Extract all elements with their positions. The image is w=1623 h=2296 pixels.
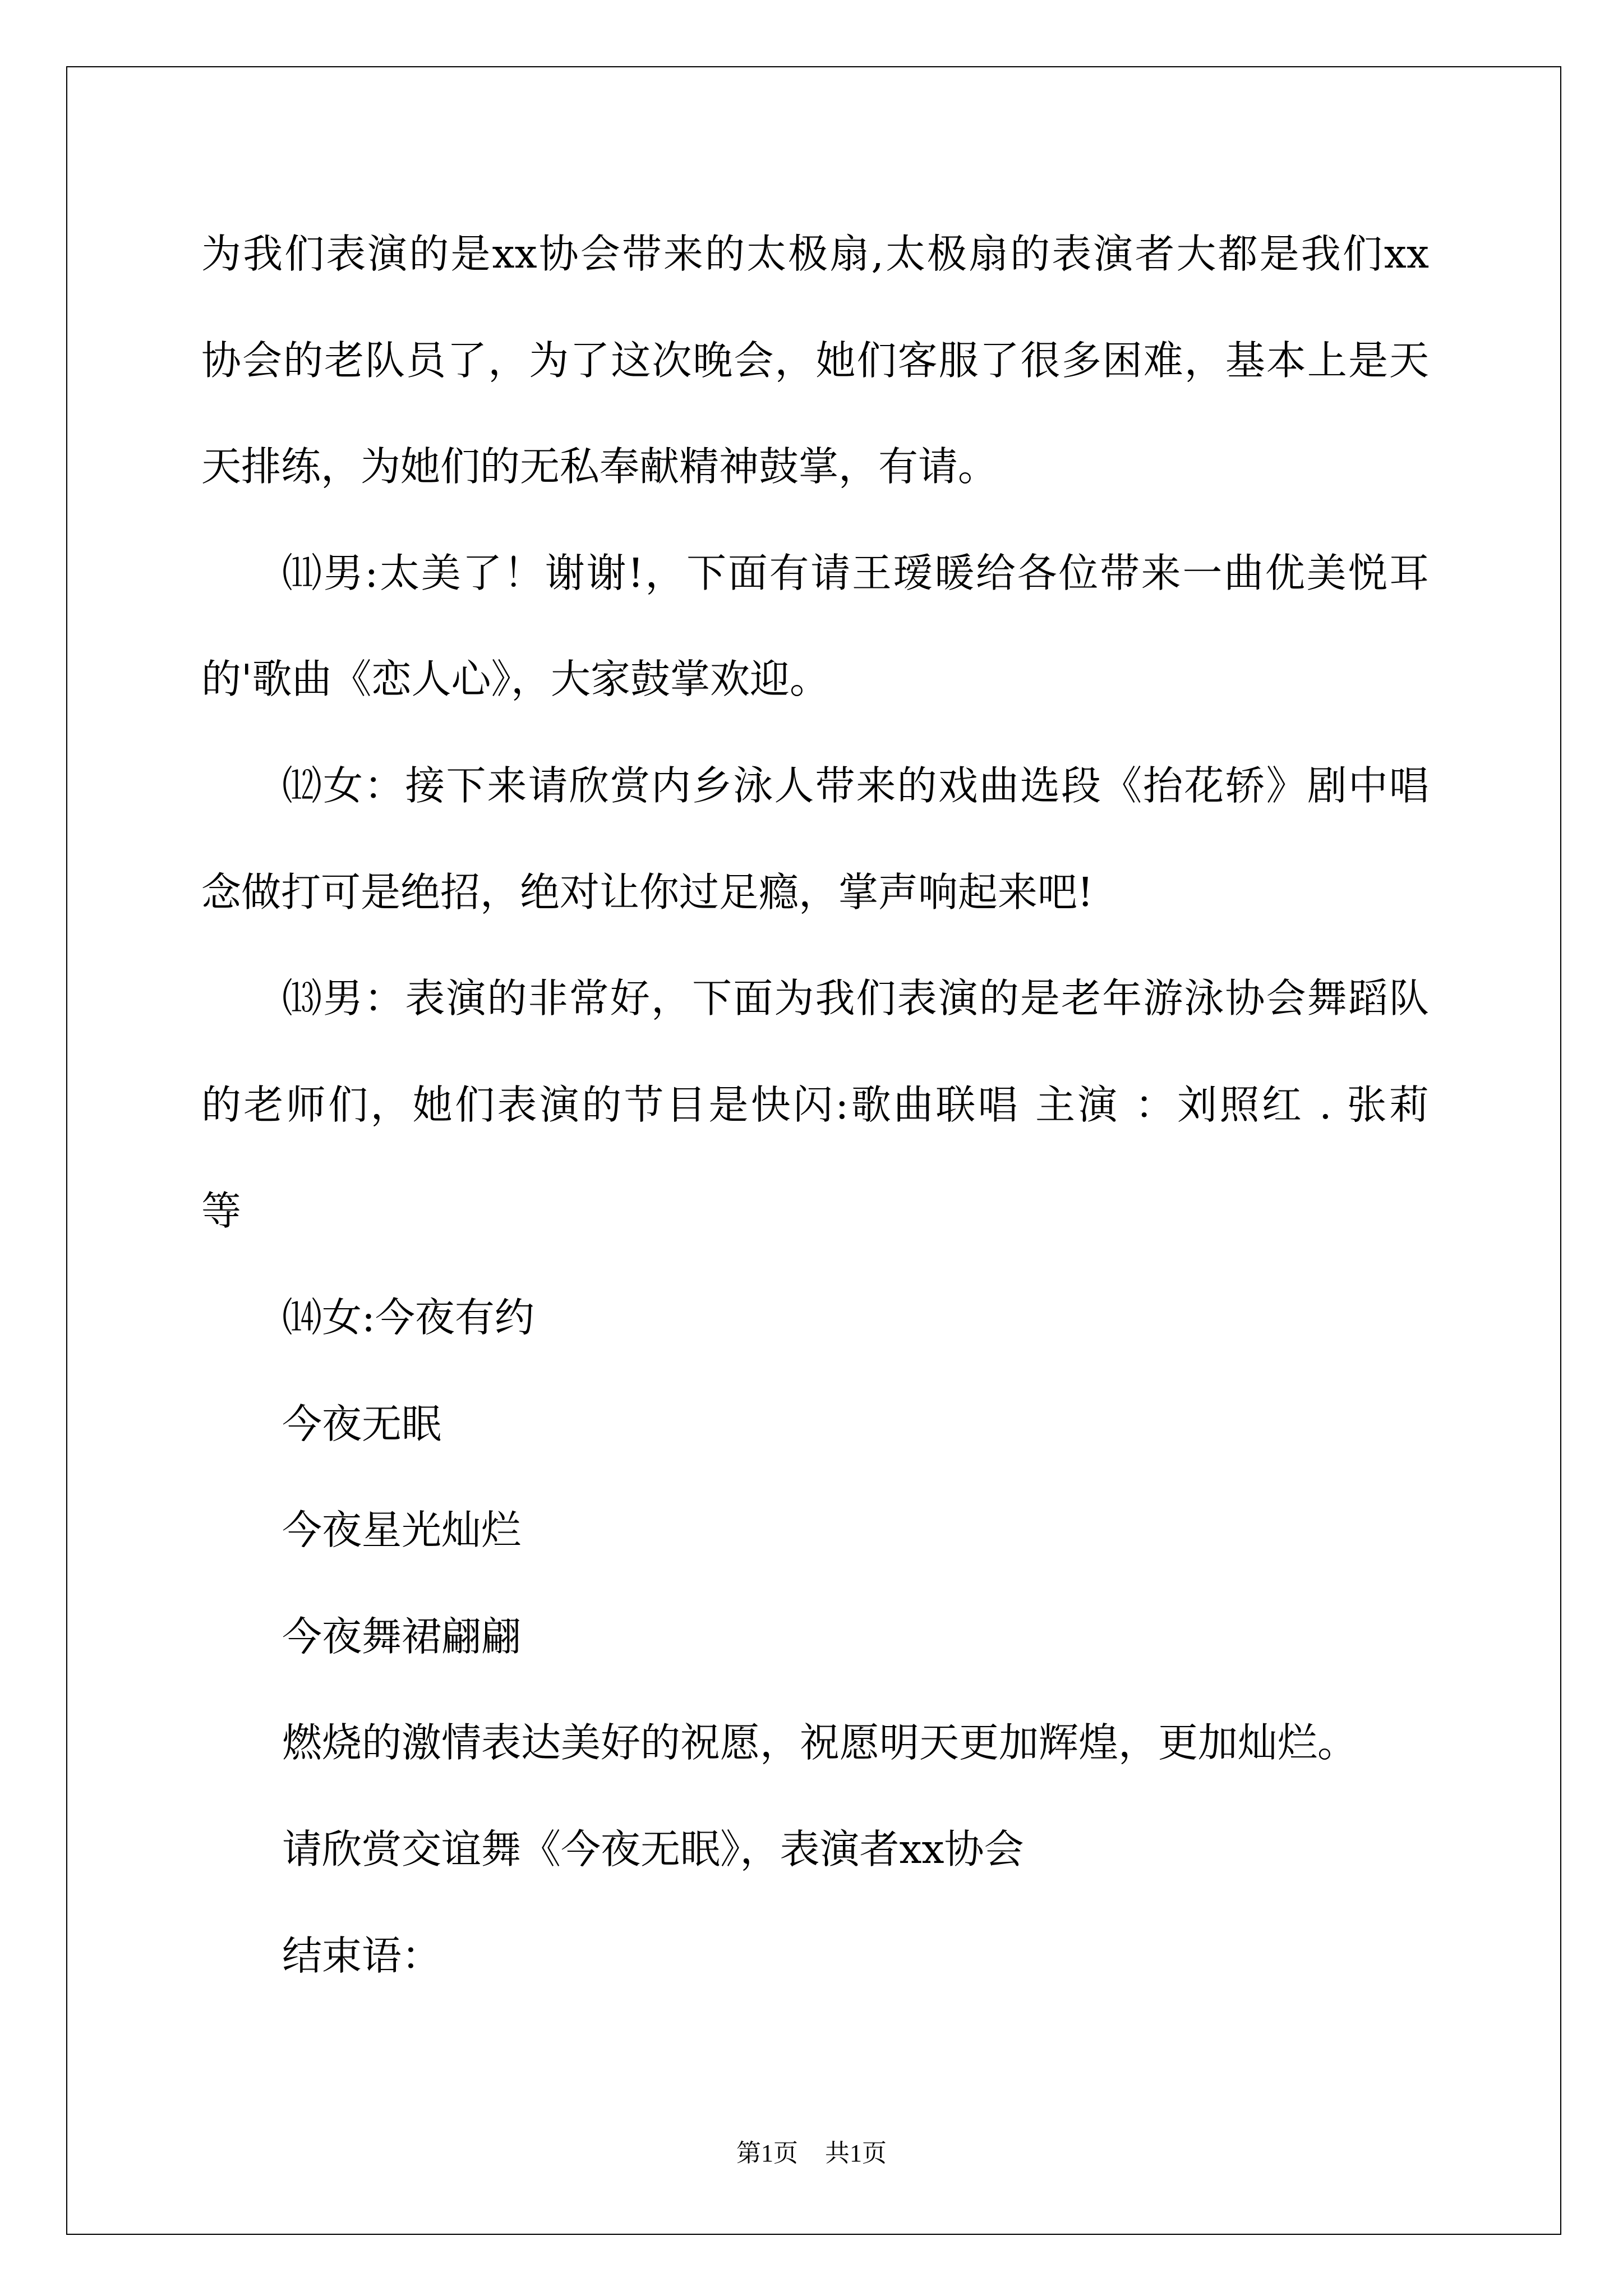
- text-line: 协会的老队员了，为了这次晚会，她们客服了很多困难，基本上是天: [201, 337, 1429, 384]
- text-line: 天排练，为她们的无私奉献精神鼓掌，有请。: [201, 443, 998, 490]
- text-line: 的老师们，她们表演的节目是快闪:歌曲联唱 主演 ：刘照红 . 张莉: [201, 1081, 1429, 1128]
- text-line: 念做打可是绝招，绝对让你过足瘾，掌声响起来吧!: [201, 868, 1094, 915]
- page-total: 共1页: [825, 2139, 887, 2167]
- page-number: 第1页: [736, 2139, 798, 2167]
- text-line: 请欣赏交谊舞《今夜无眠》，表演者xx协会: [282, 1825, 1024, 1872]
- text-line: 今夜无眠: [282, 1400, 442, 1447]
- text-line: 为我们表演的是xx协会带来的太极扇,太极扇的表演者大都是我们xx: [201, 231, 1429, 277]
- text-line: 今夜星光灿烂: [282, 1507, 522, 1554]
- text-line: ⒁女:今夜有约: [282, 1294, 534, 1341]
- text-line: ⑿女：接下来请欣赏内乡泳人带来的戏曲选段《抬花轿》剧中唱: [282, 762, 1429, 809]
- text-line: 结束语：: [282, 1932, 442, 1979]
- text-line: 等: [201, 1188, 242, 1235]
- text-line: 今夜舞裙翩翩: [282, 1613, 522, 1660]
- document-body: [201, 201, 1429, 2009]
- text-line: ⑾男:太美了！谢谢!，下面有请王瑷暖给各位带来一曲优美悦耳: [282, 549, 1429, 596]
- text-line: ⒀男：表演的非常好，下面为我们表演的是老年游泳协会舞蹈队: [282, 975, 1429, 1022]
- text-line: 燃烧的激情表达美好的祝愿，祝愿明天更加辉煌，更加灿烂。: [282, 1719, 1358, 1766]
- page-footer: [0, 2137, 1623, 2170]
- text-line: 的'歌曲《恋人心》，大家鼓掌欢迎。: [201, 656, 830, 703]
